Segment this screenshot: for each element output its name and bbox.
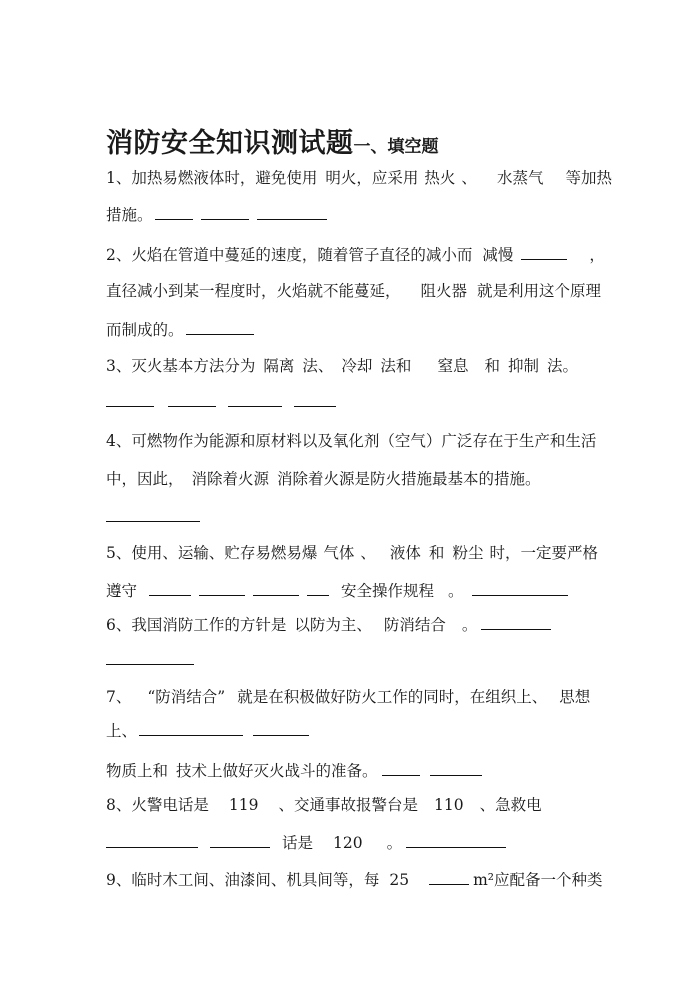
question-4-blank	[106, 503, 200, 527]
question-5-line-1: 5、使用、运输、贮存易燃易爆 气体 、 液体 和 粉尘 时，一定要严格	[106, 544, 598, 562]
blank	[186, 316, 254, 335]
blank	[168, 388, 216, 407]
answer: 液体	[389, 544, 421, 562]
question-9-line-1: 9、临时木工间、油漆间、机具间等，每 25 m²应配备一个种类	[106, 866, 603, 890]
answer: 明火	[325, 169, 357, 187]
question-4-line-2: 中，因此， 消除着火源 消除着火源是防火措施最基本的措施。	[106, 470, 541, 488]
blank	[521, 241, 567, 260]
answer: 阻火器	[420, 282, 468, 300]
answer: 气体	[323, 544, 355, 562]
answer: 减慢	[482, 246, 514, 264]
title-sub: 一、填空题	[353, 137, 439, 157]
blank	[406, 829, 506, 848]
blank	[430, 757, 482, 776]
question-6-line-1: 6、我国消防工作的方针是 以防为主、 防消结合 。	[106, 611, 551, 635]
page-title	[106, 124, 439, 167]
blank	[106, 646, 194, 665]
answer: 防消结合	[383, 616, 446, 634]
question-7-line-2: 上、	[106, 717, 309, 741]
blank	[149, 577, 191, 596]
question-8-line-2: 话是 120 。	[106, 829, 506, 853]
answer: 热火	[424, 169, 456, 187]
answer: “防消结合”	[147, 688, 226, 706]
blank	[106, 503, 200, 522]
blank	[199, 577, 245, 596]
blank	[106, 388, 154, 407]
blank	[307, 577, 329, 596]
question-3-blanks	[106, 388, 336, 412]
question-3-line-1: 3、灭火基本方法分为 隔离 法、 冷却 法和 窒息 和 抑制 法。	[106, 357, 578, 375]
blank	[253, 717, 309, 736]
question-7-line-1: 7、 “防消结合” 就是在积极做好防火工作的同时，在组织上、 思想	[106, 688, 591, 706]
question-5-line-2: 遵守 安全操作规程 。	[106, 577, 568, 601]
blank	[155, 201, 193, 220]
question-2-line-3: 而制成的。	[106, 316, 254, 340]
answer: 安全操作规程	[341, 582, 435, 600]
answer: 窒息	[437, 357, 469, 375]
question-2-line-2: 直径减小到某一程度时，火焰就不能蔓延， 阻火器 就是利用这个原理	[106, 282, 602, 300]
blank	[382, 757, 420, 776]
blank	[228, 388, 282, 407]
answer: 水蒸气	[496, 169, 544, 187]
question-2-line-1: 2、火焰在管道中蔓延的速度，随着管子直径的减小而 减慢 ，	[106, 241, 605, 265]
answer: 技术上做好灭火战斗的准备。	[176, 762, 378, 780]
blank	[253, 577, 299, 596]
answer: 119	[228, 796, 259, 814]
title-main: 消防安全知识测试题	[106, 128, 354, 159]
blank	[481, 611, 551, 630]
question-1-line-2: 措施。	[106, 201, 327, 225]
answer: 120	[333, 834, 363, 852]
blank	[139, 717, 243, 736]
answer: 抑制	[507, 357, 539, 375]
question-8-line-1: 8、火警电话是 119 、交通事故报警台是 110 、急救电	[106, 796, 542, 814]
question-1-line-1: 1、加热易燃液体时，避免使用 明火，应采用 热火 、 水蒸气 等加热	[106, 169, 612, 187]
blank	[294, 388, 336, 407]
question-4-line-1: 4、可燃物作为能源和原材料以及氧化剂（空气）广泛存在于生产和生活	[106, 432, 597, 450]
blank	[472, 577, 568, 596]
question-7-line-3: 物质上和 技术上做好灭火战斗的准备。	[106, 757, 482, 781]
question-6-blank	[106, 646, 194, 670]
answer: 思想	[559, 688, 591, 706]
blank	[106, 829, 198, 848]
answer: 25	[389, 871, 410, 889]
answer: 以防为主、	[294, 616, 372, 634]
answer: 110	[433, 796, 464, 814]
answer: 冷却	[341, 357, 373, 375]
blank	[257, 201, 327, 220]
blank	[201, 201, 249, 220]
blank	[210, 829, 270, 848]
answer: 粉尘	[452, 544, 484, 562]
answer: 隔离	[263, 357, 295, 375]
blank	[429, 866, 469, 885]
answer: 消除着火源	[191, 470, 270, 488]
